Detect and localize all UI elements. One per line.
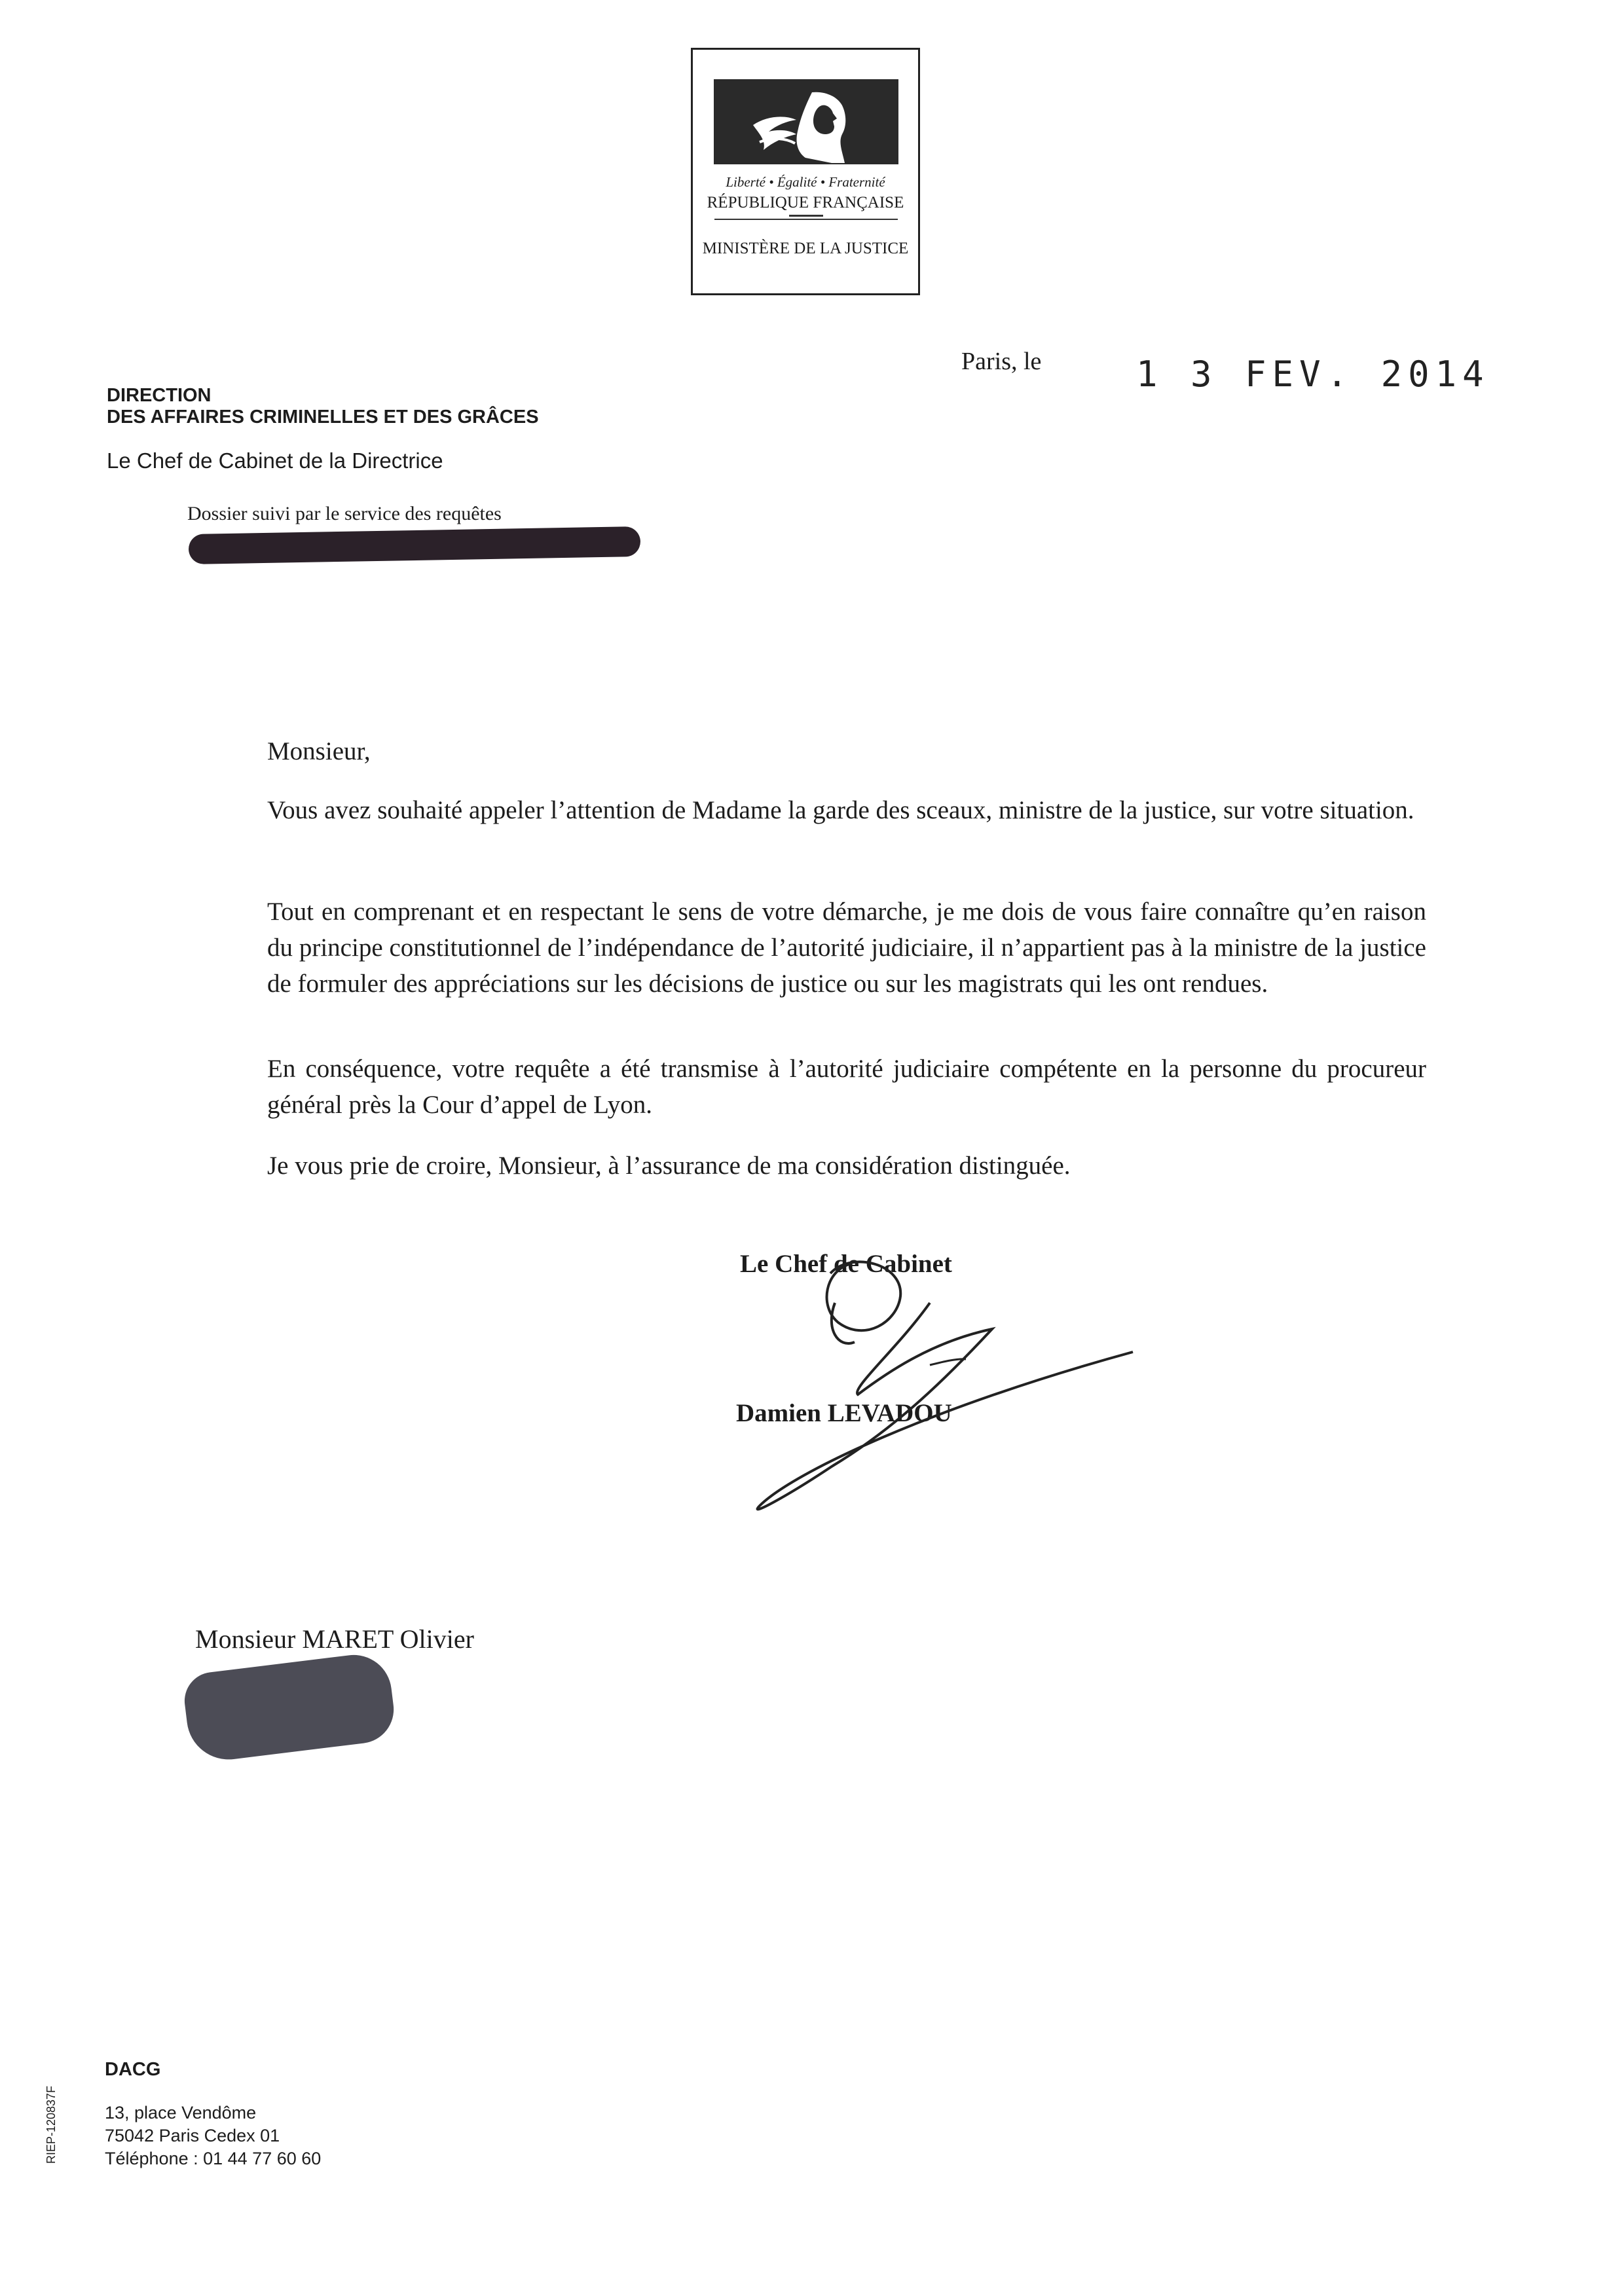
dossier-line: Dossier suivi par le service des requêtes xyxy=(187,503,502,524)
footer-phone: Téléphone : 01 44 77 60 60 xyxy=(105,2149,322,2168)
signatory-name: Damien LEVADOU xyxy=(736,1399,952,1427)
closing-formula: Je vous prie de croire, Monsieur, à l’assurance de ma considération distinguée. xyxy=(267,1152,1071,1180)
body-paragraph: Tout en comprenant et en respectant le sens de votre démarche, je me dois de vous faire connaître qu’en raison du principe constitutionnel de l’indépendance de l’autorité judiciaire, il n’appartient pas à la ministre de la justice de formuler des appréciations sur les décisions de justice ou sur les magistrats qui les ont rendues. xyxy=(267,898,1426,998)
letterhead-divider-mark xyxy=(789,215,823,217)
sender-direction-line1: DIRECTION xyxy=(107,385,212,406)
signatory-title: Le Chef de Cabinet xyxy=(740,1250,952,1278)
redaction-mark xyxy=(181,1650,397,1764)
letterhead-logo-block xyxy=(691,48,920,295)
date-stamp: 1 3 FEV. 2014 xyxy=(1136,354,1490,395)
salutation: Monsieur, xyxy=(267,737,371,765)
body-paragraph: En conséquence, votre requête a été transmise à l’autorité judiciaire compétente en la personne du procureur général près la Cour d’appel de Lyon. xyxy=(267,1055,1426,1119)
redaction-mark xyxy=(189,526,641,564)
letterhead-divider xyxy=(714,219,898,220)
footer-address-line: 75042 Paris Cedex 01 xyxy=(105,2126,280,2145)
sender-office: Le Chef de Cabinet de la Directrice xyxy=(107,448,443,473)
letter-place: Paris, le xyxy=(961,348,1042,375)
marianne-logo xyxy=(714,79,898,164)
handwritten-signature xyxy=(733,1244,1153,1532)
body-paragraph: Vous avez souhaité appeler l’attention de Madame la garde des sceaux, ministre de la justice, sur votre situation. xyxy=(267,796,1414,824)
footer-organization: DACG xyxy=(105,2059,161,2080)
form-reference: RIEP-120837F xyxy=(45,2085,58,2164)
recipient-name: Monsieur MARET Olivier xyxy=(195,1624,474,1654)
footer-address-line: 13, place Vendôme xyxy=(105,2103,257,2123)
republic-name: RÉPUBLIQUE FRANÇAISE xyxy=(707,194,904,211)
ministry-name: MINISTÈRE DE LA JUSTICE xyxy=(702,240,909,257)
republic-motto: Liberté • Égalité • Fraternité xyxy=(726,174,885,190)
sender-direction-line2: DES AFFAIRES CRIMINELLES ET DES GRÂCES xyxy=(107,407,539,428)
